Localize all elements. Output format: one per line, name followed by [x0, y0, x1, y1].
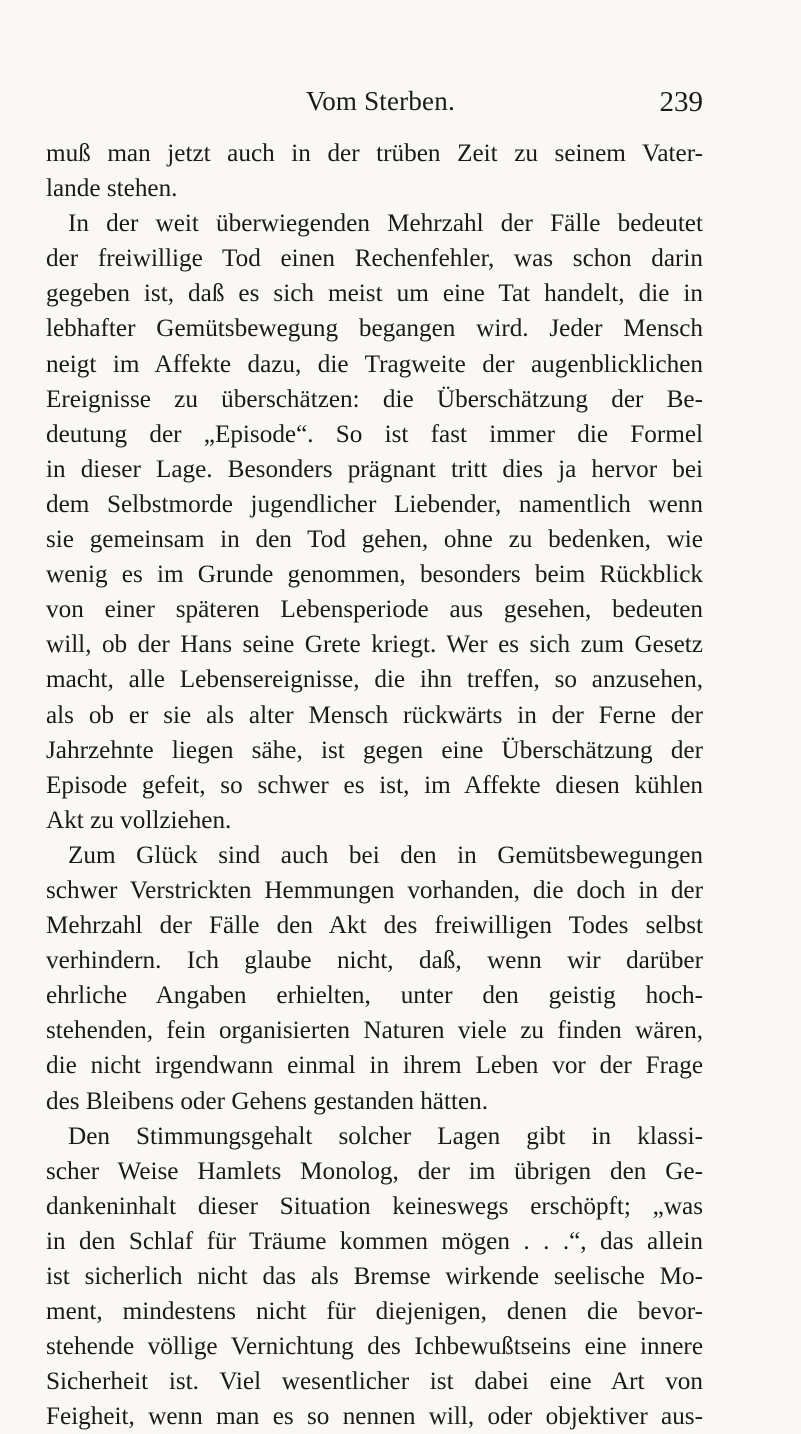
body-text: [46, 136, 703, 1434]
text-line: macht, alle Lebensereignisse, die ihn treffen, so anzusehen,: [46, 666, 703, 694]
text-line: von einer späteren Lebensperiode aus gesehen, bedeuten: [46, 596, 703, 624]
text-line: lebhafter Gemütsbewegung begangen wird. Jeder Mensch: [46, 315, 703, 343]
text-line: Zum Glück sind auch bei den in Gemütsbewegungen: [68, 841, 703, 869]
text-line: lande stehen.: [46, 175, 178, 203]
text-line: muß man jetzt auch in der trüben Zeit zu seinem Vater-: [46, 140, 703, 167]
text-line: Den Stimmungsgehalt solcher Lagen gibt in klassi-: [68, 1122, 703, 1150]
text-line: schwer Verstrickten Hemmungen vorhanden, die doch in der: [46, 876, 703, 904]
text-line: die nicht irgendwann einmal in ihrem Leben vor der Frage: [46, 1052, 703, 1080]
text-line: ist sicherlich nicht das als Bremse wirkende seelische Mo-: [46, 1263, 703, 1290]
text-line: stehende völlige Vernichtung des Ichbewußtseins eine innere: [46, 1333, 703, 1361]
running-head: Vom Sterben.: [306, 86, 455, 116]
text-line: des Bleibens oder Gehens gestanden hätten.: [46, 1087, 489, 1115]
page-header: [0, 86, 801, 126]
text-line: neigt im Affekte dazu, die Tragweite der augenblicklichen: [46, 350, 703, 378]
text-line: in dieser Lage. Besonders prägnant tritt dies ja hervor bei: [46, 455, 703, 483]
text-line: Feigheit, wenn man es so nennen will, oder objektiver aus-: [46, 1403, 703, 1431]
text-line: ehrliche Angaben erhielten, unter den geistig hoch-: [46, 982, 703, 1010]
text-line: will, ob der Hans seine Grete kriegt. Wer es sich zum Gesetz: [46, 631, 703, 659]
text-line: Mehrzahl der Fälle den Akt des freiwilligen Todes selbst: [46, 912, 703, 940]
text-line: In der weit überwiegenden Mehrzahl der Fälle bedeutet: [68, 210, 703, 238]
text-line: Akt zu vollziehen.: [46, 806, 232, 834]
text-line: gegeben ist, daß es sich meist um eine Tat handelt, die in: [46, 280, 703, 308]
text-line: als ob er sie als alter Mensch rückwärts in der Ferne der: [46, 701, 703, 729]
page-number: 239: [659, 86, 703, 118]
text-line: der freiwillige Tod einen Rechenfehler, was schon darin: [46, 245, 703, 273]
text-line: Episode gefeit, so schwer es ist, im Affekte diesen kühlen: [46, 771, 703, 799]
text-line: in den Schlaf für Träume kommen mögen . . .“, das allein: [46, 1227, 703, 1255]
text-line: wenig es im Grunde genommen, besonders beim Rückblick: [46, 561, 703, 589]
text-line: Jahrzehnte liegen sähe, ist gegen eine Überschätzung der: [46, 736, 703, 764]
text-line: verhindern. Ich glaube nicht, daß, wenn wir darüber: [46, 947, 703, 975]
text-line: dem Selbstmorde jugendlicher Liebender, namentlich wenn: [46, 490, 703, 518]
text-line: ment, mindestens nicht für diejenigen, denen die bevor-: [46, 1298, 703, 1326]
text-line: scher Weise Hamlets Monolog, der im übrigen den Ge-: [46, 1157, 703, 1185]
text-line: Sicherheit ist. Viel wesentlicher ist dabei eine Art von: [46, 1368, 703, 1396]
text-line: sie gemeinsam in den Tod gehen, ohne zu bedenken, wie: [46, 526, 703, 554]
text-line: dankeninhalt dieser Situation keineswegs erschöpft; „was: [46, 1192, 703, 1220]
text-line: Ereignisse zu überschätzen: die Überschätzung der Be-: [46, 385, 703, 413]
text-line: deutung der „Episode“. So ist fast immer die Formel: [46, 420, 703, 448]
text-line: stehenden, fein organisierten Naturen viele zu finden wären,: [46, 1017, 703, 1045]
